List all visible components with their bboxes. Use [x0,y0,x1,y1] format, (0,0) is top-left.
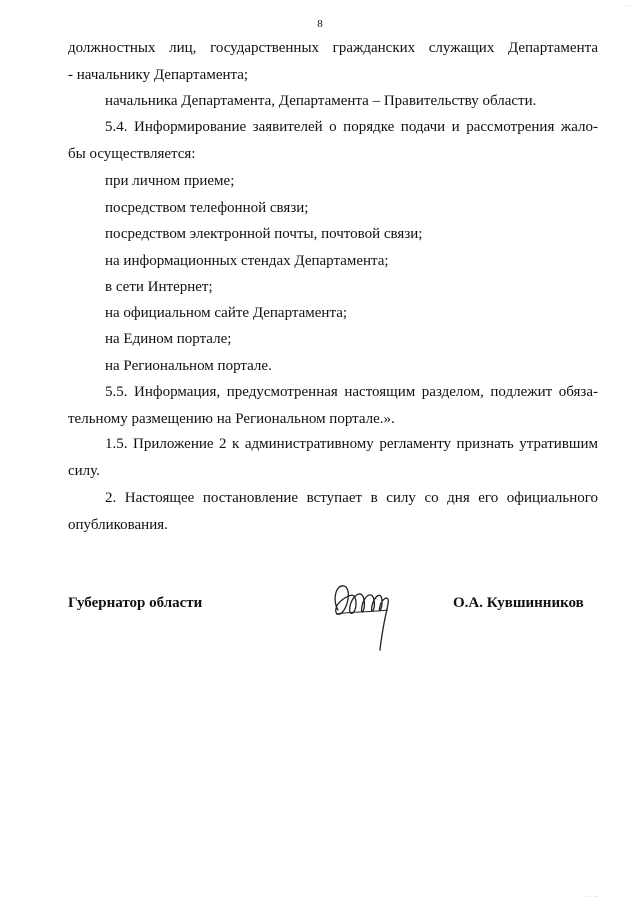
text-line: опубликования. [68,517,168,533]
text-line: должностных лиц, государственных гражданских служащих Департамента [68,40,598,56]
list-item: на Едином портале; [105,331,232,347]
text-line: бы осуществляется: [68,146,196,162]
text-line: начальника Департамента, Департамента – Правительству области. [105,93,537,109]
signatory-name: О.А. Кувшинников [453,595,584,611]
scan-mark: · · [625,2,632,10]
text-line: 5.5. Информация, предусмотренная настоящим разделом, подлежит обяза- [105,384,598,400]
text-line: тельному размещению на Региональном портале.». [68,411,395,427]
text-line: - начальнику Департамента; [68,67,249,83]
text-line: силу. [68,463,100,479]
scan-mark: · · ·· [585,893,598,901]
text-line: 2. Настоящее постановление вступает в силу со дня его официального [105,490,598,506]
text-line: 1.5. Приложение 2 к административному регламенту признать утратившим [105,436,598,452]
text-line: 5.4. Информирование заявителей о порядке подачи и рассмотрения жало- [105,119,598,135]
list-item: на официальном сайте Департамента; [105,305,348,321]
list-item: посредством телефонной связи; [105,200,309,216]
handwritten-signature [330,570,410,660]
list-item: на информационных стендах Департамента; [105,253,389,269]
list-item: в сети Интернет; [105,279,213,295]
signatory-position: Губернатор области [68,595,203,611]
list-item: на Региональном портале. [105,358,272,374]
list-item: при личном приеме; [105,173,235,189]
page-number: 8 [317,18,323,30]
list-item: посредством электронной почты, почтовой связи; [105,226,423,242]
